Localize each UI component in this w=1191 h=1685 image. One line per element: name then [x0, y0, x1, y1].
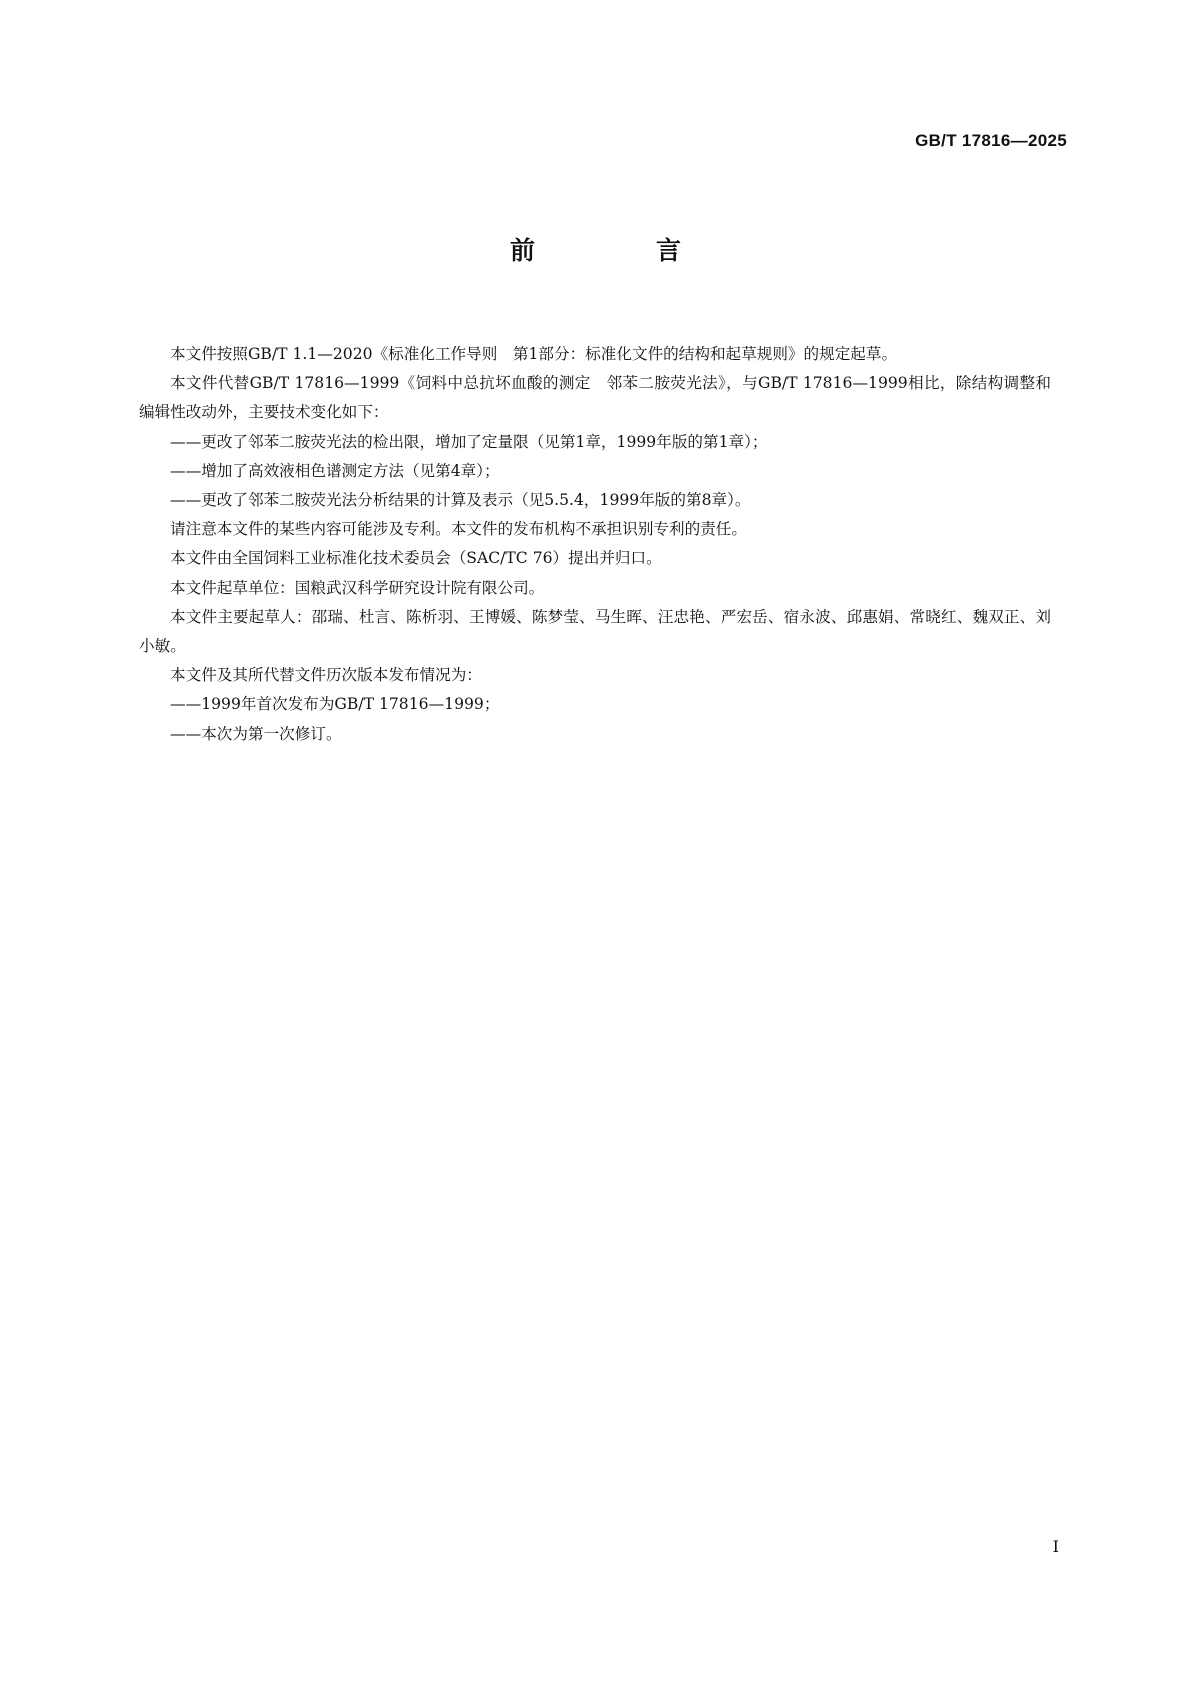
- change-item-hplc-method: ——增加了高效液相色谱测定方法（见第4章）；: [170, 461, 500, 480]
- foreword-body: [139, 340, 1051, 749]
- page-number: I: [1052, 1537, 1059, 1556]
- paragraph-history-intro: 本文件及其所代替文件历次版本发布情况为：: [170, 666, 482, 685]
- change-item-calculation: ——更改了邻苯二胺荧光法分析结果的计算及表示（见5.5.4，1999年版的第8章）。: [170, 491, 751, 510]
- history-item-first-release: ——1999年首次发布为GB/T 17816—1999；: [170, 695, 500, 714]
- paragraph-drafting-unit: 本文件起草单位：国粮武汉科学研究设计院有限公司。: [170, 578, 545, 597]
- document-code: GB/T 17816—2025: [915, 131, 1067, 150]
- paragraph-drafters: 本文件主要起草人：邵瑞、杜言、陈析羽、王博媛、陈梦莹、马生晖、汪忠艳、严宏岳、宿永波、邱惠娟、常晓红、魏双正、刘小敏。: [139, 607, 1051, 656]
- paragraph-patent-notice: 请注意本文件的某些内容可能涉及专利。本文件的发布机构不承担识别专利的责任。: [170, 520, 747, 539]
- change-item-detection-limit: ——更改了邻苯二胺荧光法的检出限，增加了定量限（见第1章，1999年版的第1章）；: [170, 432, 768, 451]
- page-title: 前 言: [509, 236, 729, 265]
- paragraph-proposer: 本文件由全国饲料工业标准化技术委员会（SAC/TC 76）提出并归口。: [170, 549, 662, 568]
- paragraph-drafting-rules: 本文件按照GB/T 1.1—2020《标准化工作导则 第1部分：标准化文件的结构和起草规则》的规定起草。: [170, 345, 898, 363]
- history-item-revision: ——本次为第一次修订。: [170, 724, 342, 743]
- paragraph-replacement: 本文件代替GB/T 17816—1999《饲料中总抗坏血酸的测定 邻苯二胺荧光法》，与GB/T 17816—1999相比，除结构调整和编辑性改动外，主要技术变化如下：: [139, 374, 1051, 422]
